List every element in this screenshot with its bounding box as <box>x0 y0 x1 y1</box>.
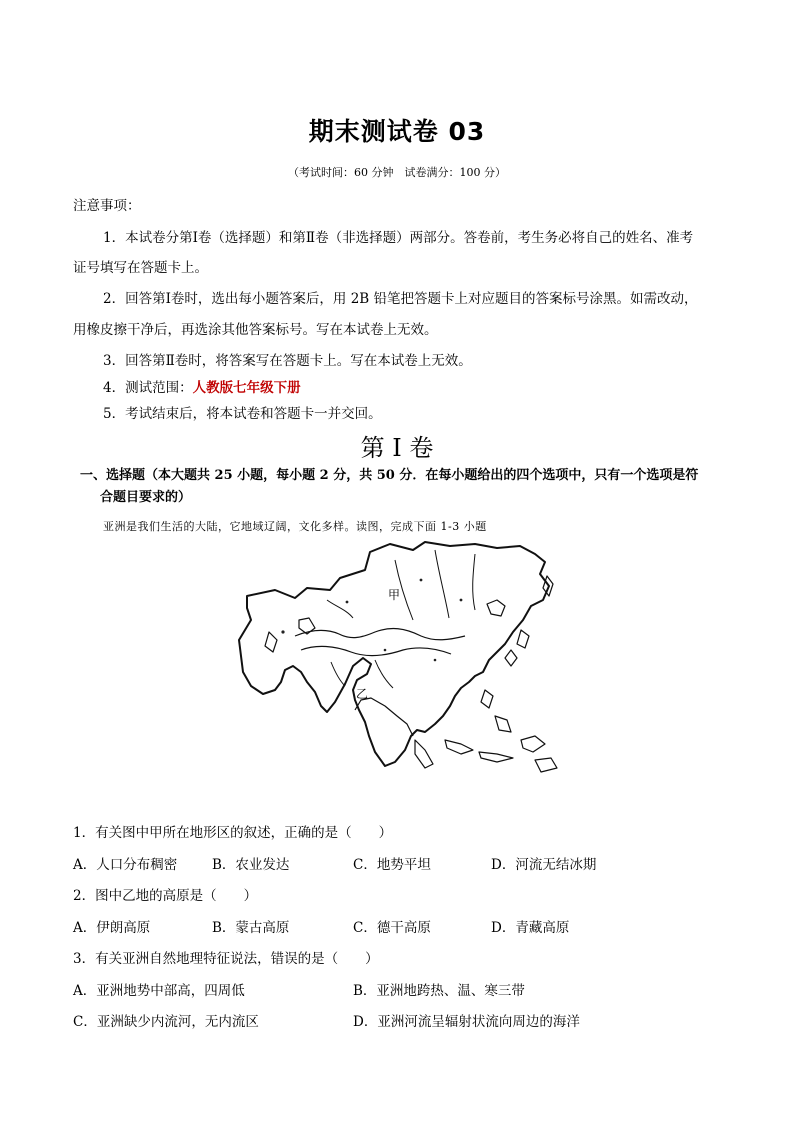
question-3-option-b: B．亚洲地跨热、温、寒三带 <box>353 983 525 999</box>
question-1-option-d: D．河流无结冰期 <box>491 857 597 873</box>
asia-map-image <box>235 540 560 785</box>
question-2-option-b: B．蒙古高原 <box>212 920 290 936</box>
question-2-option-a: A．伊朗高原 <box>73 920 151 936</box>
note-2-line-2: 用橡皮擦干净后，再选涂其他答案标号。写在本试卷上无效。 <box>73 322 438 338</box>
test-scope: 人教版七年级下册 <box>192 380 301 396</box>
question-3-option-a: A．亚洲地势中部高，四周低 <box>73 983 245 999</box>
note-5: 5．考试结束后，将本试卷和答题卡一并交回。 <box>103 406 382 422</box>
question-2-stem: 2．图中乙地的高原是（ ） <box>73 888 258 904</box>
volume-title: 第 I 卷 <box>360 434 434 462</box>
map-label-yi: 乙 <box>356 687 369 701</box>
question-1-stem: 1．有关图中甲所在地形区的叙述，正确的是（ ） <box>73 825 393 841</box>
notes-heading: 注意事项： <box>73 198 141 214</box>
section-heading-line-2: 合题目要求的） <box>100 490 192 505</box>
note-4-prefix: 4．测试范围： <box>103 380 193 396</box>
question-3-option-c: C．亚洲缺少内流河，无内流区 <box>73 1014 259 1030</box>
asia-outline <box>239 542 557 772</box>
question-2-option-d: D．青藏高原 <box>491 920 570 936</box>
question-1-option-a: A．人口分布稠密 <box>73 857 178 873</box>
note-4 <box>103 378 301 398</box>
exam-subtitle: （考试时间：60 分钟 试卷满分：100 分） <box>288 166 506 179</box>
question-2-option-c: C．德干高原 <box>353 920 431 936</box>
question-3-stem: 3．有关亚洲自然地理特征说法，错误的是（ ） <box>73 951 379 967</box>
section-heading-line-1: 一、选择题（本大题共 25 小题，每小题 2 分，共 50 分．在每小题给出的四个选项中，只有一个选项是符 <box>80 468 699 483</box>
question-3-option-d: D．亚洲河流呈辐射状流向周边的海洋 <box>353 1014 580 1030</box>
question-1-option-b: B．农业发达 <box>212 857 290 873</box>
page-title: 期末测试卷 03 <box>308 117 486 146</box>
question-1-option-c: C．地势平坦 <box>353 857 431 873</box>
note-1-line-2: 证号填写在答题卡上。 <box>73 260 208 276</box>
note-3: 3．回答第Ⅱ卷时，将答案写在答题卡上。写在本试卷上无效。 <box>103 353 472 369</box>
question-intro: 亚洲是我们生活的大陆，它地域辽阔，文化多样。读图，完成下面 1-3 小题 <box>103 520 487 533</box>
note-1-line-1: 1．本试卷分第Ⅰ卷（选择题）和第Ⅱ卷（非选择题）两部分。答卷前，考生务必将自己的姓名、准考 <box>103 230 694 246</box>
map-label-jia: 甲 <box>388 588 401 602</box>
note-2-line-1: 2．回答第Ⅰ卷时，选出每小题答案后，用 2B 铅笔把答题卡上对应题目的答案标号涂黑。如需改动， <box>103 291 698 307</box>
